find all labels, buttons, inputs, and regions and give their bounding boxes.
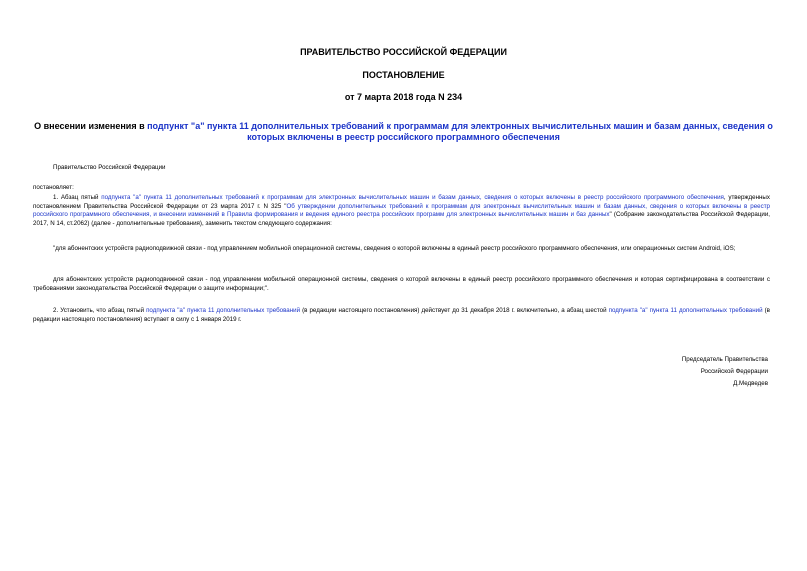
quoted-text-2: для абонентских устройств радиоподвижной связи - под управлением мобильной операционной системы, сведения о которой включены в единый реестр российского программного обеспечения и которая сертифицирована в соответствии с требованиями законодательства Российской Федерации о защите информации;". xyxy=(33,276,770,292)
paragraph-text: , утвержденных постановлением Правительства Российской Федерации от 23 марта 2017 г. N 325 " xyxy=(33,194,770,210)
signature-name: Д.Медведев xyxy=(733,380,768,387)
quoted-text-1: "для абонентских устройств радиоподвижной связи - под управлением мобильной операционной системы, сведения о которой включены в единый реестр российского программного обеспечения, или операционных систем Android, iOS; xyxy=(53,245,736,252)
document-heading xyxy=(30,121,777,143)
paragraph-text: 1. Абзац пятый xyxy=(53,194,102,201)
paragraph-link[interactable]: Об утверждении дополнительных требований к программам для электронных вычислительных машин и базам данных, сведения о которых включены в реестр российского программного обеспечения, и внесении изменений в Правила формирования и ведения единого реестра российских программ для электронных вычислительных машин и баз данных xyxy=(33,202,770,218)
paragraph-link[interactable]: подпункта "а" пункта 11 дополнительных требований xyxy=(608,307,763,314)
heading-text: О внесении изменения в xyxy=(34,121,148,131)
paragraph-link[interactable]: подпункта "а" пункта 11 дополнительных требований к программам для электронных вычислительных машин и базам данных, сведения о которых включены в реестр российского программного обеспечения xyxy=(101,194,724,201)
paragraph-text: (в редакции настоящего постановления) действует до 31 декабря 2018 г. включительно, а абзац шестой xyxy=(300,307,609,314)
decree-verb: постановляет: xyxy=(33,184,74,191)
paragraph-1 xyxy=(33,194,770,228)
paragraph-text: (в редакции настоящего постановления) вступает в силу с 1 января 2019 г. xyxy=(33,307,770,323)
paragraph-2 xyxy=(33,307,770,324)
government-line: Правительство Российской Федерации xyxy=(53,164,166,171)
paragraph-text: " (Собрание законодательства Российской Федерации, 2017, N 14, ст.2062) (далее - дополнительные требования), заменить текстом следующего содержания: xyxy=(33,211,771,227)
heading-link[interactable]: подпункт "а" пункта 11 дополнительных требований к программам для электронных вычислительных машин и базам данных, сведения о которых включены в реестр российского программного обеспечения xyxy=(147,121,773,142)
document-date: от 7 марта 2018 года N 234 xyxy=(344,92,463,102)
signature-org: Российской Федерации xyxy=(700,368,768,375)
government-title: ПРАВИТЕЛЬСТВО РОССИЙСКОЙ ФЕДЕРАЦИИ xyxy=(300,47,507,57)
paragraph-link[interactable]: подпункта "а" пункта 11 дополнительных требований xyxy=(146,307,301,314)
document-type: ПОСТАНОВЛЕНИЕ xyxy=(362,70,445,80)
signature-title: Председатель Правительства xyxy=(681,356,768,363)
paragraph-text: 2. Установить, что абзац пятый xyxy=(53,307,147,314)
